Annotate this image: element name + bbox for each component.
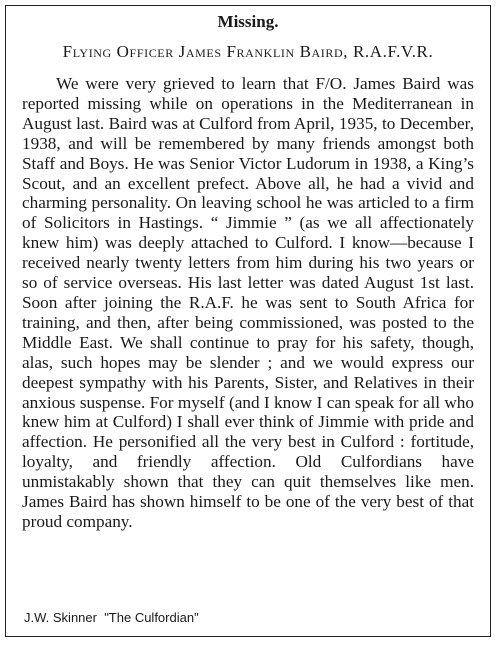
article-subheading: Flying Officer James Franklin Baird, R.A.F.V.R. [62, 42, 434, 61]
article-heading: Missing. [217, 12, 279, 31]
article-body: We were very grieved to learn that F/O. James Baird was reported missing while on operations in the Mediterranean in August last. Baird was at Culford from April, 1935, to December, 1938, and will be remembered by many friends amongst both Staff and Boys. He was Senior Victor Ludorum in 1938, a King’s Scout, and an excellent prefect. Above all, he had a vivid and charming personality. On leaving school he was articled to a firm of Solicitors in Hastings. “ Jimmie ” (as we all affectionately knew him) was deeply attached to Culford. I know—because I received nearly twenty letters from him during his two years or so of service overseas. His last letter was dated August 1st last. Soon after joining the R.A.F. he was sent to South Africa for training, and then, after being commissioned, was posted to the Middle East. We shall continue to pray for his safety, though, alas, such hopes may be slender ; and we would express our deepest sympathy with his Parents, Sister, and Relatives in their anxious suspense. For myself (and I know I can speak for all who knew him at Culford) I shall ever think of Jimmie with pride and affection. He personified all the very best in Culford : fortitude, loyalty, and friendly affection. Old Culfordians have unmistakably shown that they can quit themselves like men. James Baird has shown himself to be one of the very best of that proud company. [22, 74, 474, 531]
source-credit: J.W. Skinner "The Culfordian" [24, 610, 199, 625]
article-frame [5, 5, 491, 637]
